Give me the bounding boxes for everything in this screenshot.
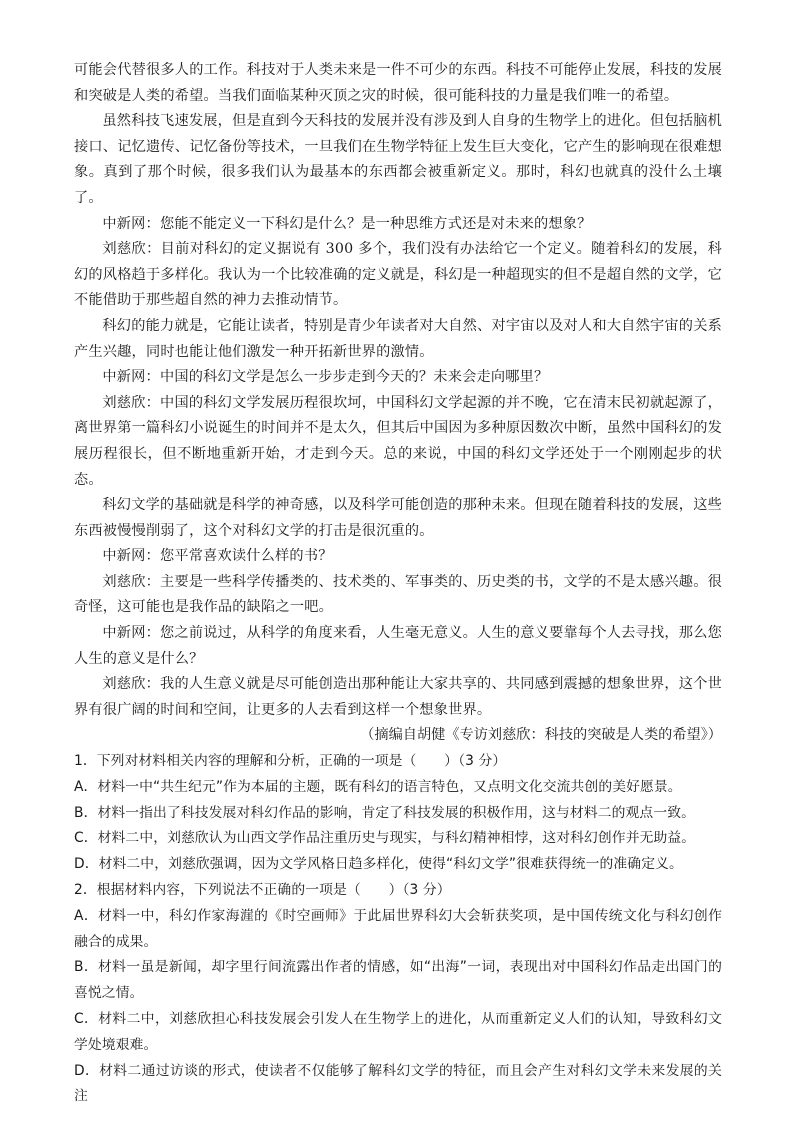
document-page [74, 58, 722, 1110]
passage-paragraph: 可能会代替很多人的工作。科技对于人类未来是一件不可少的东西。科技不可能停止发展，科技的发展和突破是人类的希望。当我们面临某种灭顶之灾的时候，很可能科技的力量是我们唯一的希望。 [74, 62, 722, 104]
passage-paragraph: 科幻文学的基础就是科学的神奇感，以及科学可能创造的那种未来。但现在随着科技的发展，这些东西被慢慢削弱了，这个对科幻文学的打击是很沉重的。 [74, 497, 722, 539]
source-citation: （摘编自胡健《专访刘慈欣：科技的突破是人类的希望》） [360, 727, 722, 744]
option-d: D．材料二通过访谈的形式，使读者不仅能够了解科幻文学的特征，而且会产生对科幻文学未来发展的关注 [74, 1062, 722, 1105]
passage-paragraph: 科幻的能力就是，它能让读者，特别是青少年读者对大自然、对宇宙以及对人和大自然宇宙的关系产生兴趣，同时也能让他们激发一种开拓新世界的激情。 [74, 317, 722, 360]
question-stem: 1．下列对材料相关内容的理解和分析，正确的一项是（ ）（3 分） [74, 753, 507, 770]
interview-question: 中新网：您能不能定义一下科幻是什么？是一种思维方式还是对未来的想象？ [102, 215, 592, 232]
interview-answer: 刘慈欣：中国的科幻文学发展历程很坎坷，中国科幻文学起源的并不晚，它在清末民初就起源了，离世界第一篇科幻小说诞生的时间并不是太久，但其后中国因为多种原因数次中断，虽然中国科幻的发展历程很长，但不断地重新开始，才走到今天。总的来说，中国的科幻文学还处于一个刚刚起步的状态。 [74, 394, 722, 488]
question-1 [74, 749, 722, 878]
passage-paragraph: 虽然科技飞速发展，但是直到今天科技的发展并没有涉及到人自身的生物学上的进化。但包括脑机接口、记忆遗传、记忆备份等技术，一旦我们在生物学特征上发生巨大变化，它产生的影响现在很难想象。真到了那个时候，很多我们认为最基本的东西都会被重新定义。那时，科幻也就真的没什么土壤了。 [74, 113, 722, 206]
option-b: B．材料一指出了科技发展对科幻作品的影响，肯定了科技发展的积极作用，这与材料二的观点一致。 [74, 804, 696, 821]
option-c: C．材料二中，刘慈欣担心科技发展会引发人在生物学上的进化，从而重新定义人们的认知，导致科幻文学处境艰难。 [74, 1011, 722, 1053]
question-2 [74, 878, 722, 1110]
interview-question: 中新网：您之前说过，从科学的角度来看，人生毫无意义。人生的意义要靠每个人去寻找，那么您人生的意义是什么？ [74, 625, 722, 667]
option-d: D．材料二中，刘慈欣强调，因为文学风格日趋多样化，使得“科幻文学”很难获得统一的准确定义。 [74, 856, 683, 873]
interview-answer: 刘慈欣：我的人生意义就是尽可能创造出那种能让大家共享的、共同感到震撼的想象世界，这个世界有很广阔的时间和空间，让更多的人去看到这样一个想象世界。 [74, 676, 722, 718]
option-a: A．材料一中“共生纪元”作为本届的主题，既有科幻的语言特色，又点明文化交流共创的美好愿景。 [74, 778, 682, 795]
question-stem: 2．根据材料内容，下列说法不正确的一项是（ ）（3 分） [74, 882, 451, 899]
interview-question: 中新网：您平常喜欢读什么样的书？ [102, 548, 333, 565]
interview-question: 中新网：中国的科幻文学是怎么一步步走到今天的？未来会走向哪里？ [102, 369, 549, 386]
option-c: C．材料二中，刘慈欣认为山西文学作品注重历史与现实，与科幻精神相悖，这对科幻创作并无助益。 [74, 830, 696, 847]
interview-answer: 刘慈欣：目前对科幻的定义据说有 300 多个，我们没有办法给它一个定义。随着科幻的发展，科幻的风格趋于多样化。我认为一个比较准确的定义就是，科幻是一种超现实的但不是超自然的文学，它不能借助于那些超自然的神力去推动情节。 [74, 241, 722, 309]
option-b: B．材料一虽是新闻，却字里行间流露出作者的情感，如“出海”一词，表现出对中国科幻作品走出国门的喜悦之情。 [74, 959, 722, 1002]
option-a: A．材料一中，科幻作家海漄的《时空画师》于此届世界科幻大会斩获奖项，是中国传统文化与科幻创作融合的成果。 [74, 907, 722, 950]
interview-answer: 刘慈欣：主要是一些科学传播类的、技术类的、军事类的、历史类的书，文学的不是太感兴趣。很奇怪，这可能也是我作品的缺陷之一吧。 [74, 573, 722, 616]
